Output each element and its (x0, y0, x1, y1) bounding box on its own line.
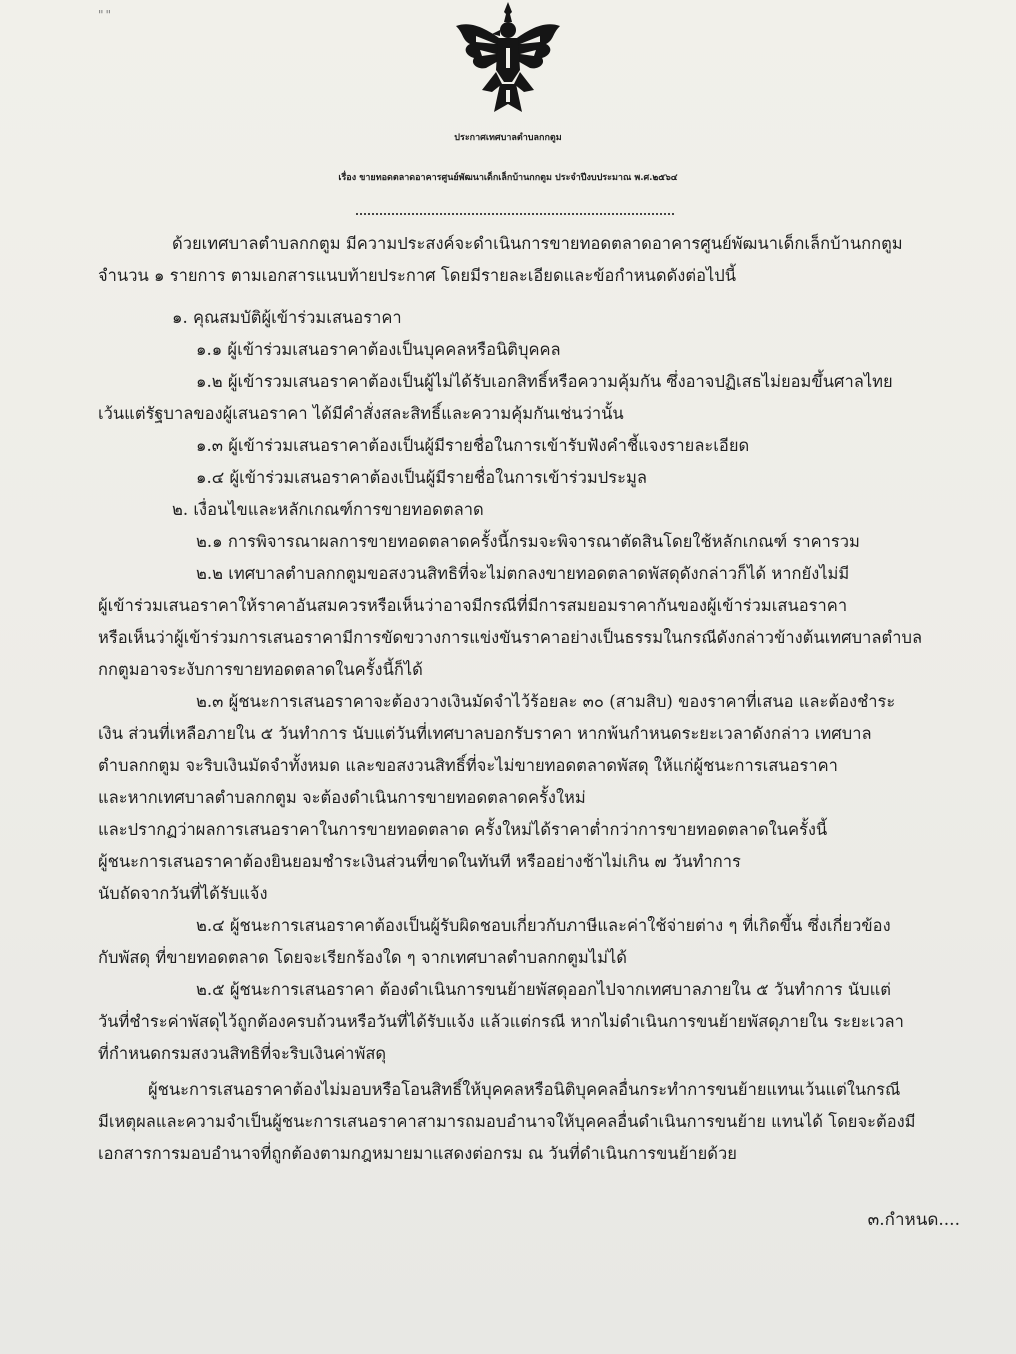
body-line: กับพัสดุ ที่ขายทอดตลาด โดยจะเรียกร้องใด ๆ จากเทศบาลตำบลกกตูมไม่ได้ (98, 948, 627, 967)
body-line: ด้วยเทศบาลตำบลกกตูม มีความประสงค์จะดำเนินการขายทอดตลาดอาคารศูนย์พัฒนาเด็กเล็กบ้านกกตูม (172, 234, 903, 253)
section-heading: ๒. เงื่อนไขและหลักเกณฑ์การขายทอดตลาด (172, 500, 484, 519)
subject-line: เรื่อง ขายทอดตลาดอาคารศูนย์พัฒนาเด็กเล็กบ้านกกตูม ประจำปีงบประมาณ พ.ศ.๒๕๖๔ (338, 173, 678, 183)
body-line: เงิน ส่วนที่เหลือภายใน ๕ วันทำการ นับแต่วันที่เทศบาลบอกรับราคา หากพ้นกำหนดระยะเวลาดังกล่าว เทศบาล (98, 724, 872, 743)
body-line: ที่กำหนดกรมสงวนสิทธิที่จะริบเงินค่าพัสดุ (98, 1044, 387, 1063)
section-heading: ๑. คุณสมบัติผู้เข้าร่วมเสนอราคา (172, 308, 402, 327)
body-line: หรือเห็นว่าผู้เข้าร่วมการเสนอราคามีการขัดขวางการแข่งขันราคาอย่างเป็นธรรมในกรณีดังกล่าวข้างต้นเทศบาลตำบล (98, 628, 923, 647)
body-line: นับถัดจากวันที่ได้รับแจ้ง (98, 884, 268, 903)
body-line: ตำบลกกตูม จะริบเงินมัดจำทั้งหมด และขอสงวนสิทธิ์ที่จะไม่ขายทอดตลาดพัสดุ ให้แก่ผู้ชนะการเสนอราคา (98, 756, 838, 775)
body-line: วันที่ชำระค่าพัสดุไว้ถูกต้องครบถ้วนหรือวันที่ได้รับแจ้ง แล้วแต่กรณี หากไม่ดำเนินการขนย้ายพัสดุภายใน ระยะเวลา (98, 1012, 904, 1031)
body-line: ๒.๑ การพิจารณาผลการขายทอดตลาดครั้งนี้กรมจะพิจารณาตัดสินโดยใช้หลักเกณฑ์ ราคารวม (196, 532, 860, 551)
body-line: ๒.๔ ผู้ชนะการเสนอราคาต้องเป็นผู้รับผิดชอบเกี่ยวกับภาษีและค่าใช้จ่ายต่าง ๆ ที่เกิดขึ้น ซึ่งเกี่ยวข้อง (196, 916, 891, 935)
body-line: เอกสารการมอบอำนาจที่ถูกต้องตามกฎหมายมาแสดงต่อกรม ณ วันที่ดำเนินการขนย้ายด้วย (98, 1144, 737, 1163)
body-line: และปรากฏว่าผลการเสนอราคาในการขายทอดตลาด ครั้งใหม่ได้ราคาต่ำกว่าการขายทอดตลาดในครั้งนี้ (98, 820, 828, 839)
body-line: ผู้เข้าร่วมเสนอราคาให้ราคาอันสมควรหรือเห็นว่าอาจมีกรณีที่มีการสมยอมราคากันของผู้เข้าร่วมเสนอราคา (98, 596, 848, 615)
garuda-emblem-icon (452, 0, 564, 116)
body-line: เว้นแต่รัฐบาลของผู้เสนอราคา ได้มีคำสั่งสละสิทธิ์และความคุ้มกันเช่นว่านั้น (98, 404, 624, 423)
body-line: จำนวน ๑ รายการ ตามเอกสารแนบท้ายประกาศ โดยมีรายละเอียดและข้อกำหนดดังต่อไปนี้ (98, 266, 737, 285)
dotted-divider (356, 213, 674, 215)
page-title: ประกาศเทศบาลตำบลกกตูม (454, 133, 562, 143)
header-marks: "" (98, 8, 114, 22)
body-line: มีเหตุผลและความจำเป็นผู้ชนะการเสนอราคาสามารถมอบอำนาจให้บุคคลอื่นดำเนินการขนย้าย แทนได้ โดยจะต้องมี (98, 1112, 916, 1131)
body-line: ๒.๒ เทศบาลตำบลกกตูมขอสงวนสิทธิที่จะไม่ตกลงขายทอดตลาดพัสดุดังกล่าวก็ได้ หากยังไม่มี (196, 564, 850, 583)
body-line: ๑.๒ ผู้เข้ารวมเสนอราคาต้องเป็นผู้ไม่ได้รับเอกสิทธิ์หรือความคุ้มกัน ซึ่งอาจปฏิเสธไม่ยอมขึ้นศาลไทย (196, 372, 893, 391)
continuation-note: ๓.กำหนด.... (867, 1210, 960, 1230)
body-line: ๑.๓ ผู้เข้าร่วมเสนอราคาต้องเป็นผู้มีรายชื่อในการเข้ารับฟังคำชี้แจงรายละเอียด (196, 436, 750, 455)
body-line: และหากเทศบาลตำบลกกตูม จะต้องดำเนินการขายทอดตลาดครั้งใหม่ (98, 788, 586, 807)
body-line: ๒.๕ ผู้ชนะการเสนอราคา ต้องดำเนินการขนย้ายพัสดุออกไปจากเทศบาลภายใน ๕ วันทำการ นับแต่ (196, 980, 891, 999)
body-line: ผู้ชนะการเสนอราคาต้องยินยอมชำระเงินส่วนที่ขาดในทันที หรืออย่างช้าไม่เกิน ๗ วันทำการ (98, 852, 741, 871)
body-line: ๑.๔ ผู้เข้าร่วมเสนอราคาต้องเป็นผู้มีรายชื่อในการเข้าร่วมประมูล (196, 468, 647, 487)
body-line: ผู้ชนะการเสนอราคาต้องไม่มอบหรือโอนสิทธิ์ให้บุคคลหรือนิติบุคคลอื่นกระทำการขนย้ายแทนเว้นแต่ในกรณี (148, 1080, 901, 1099)
body-line: ๑.๑ ผู้เข้าร่วมเสนอราคาต้องเป็นบุคคลหรือนิติบุคคล (196, 340, 561, 359)
body-line: กกตูมอาจระงับการขายทอดตลาดในครั้งนี้ก็ได้ (98, 660, 423, 679)
body-line: ๒.๓ ผู้ชนะการเสนอราคาจะต้องวางเงินมัดจำไว้ร้อยละ ๓๐ (สามสิบ) ของราคาที่เสนอ และต้องชำระ (196, 692, 896, 711)
